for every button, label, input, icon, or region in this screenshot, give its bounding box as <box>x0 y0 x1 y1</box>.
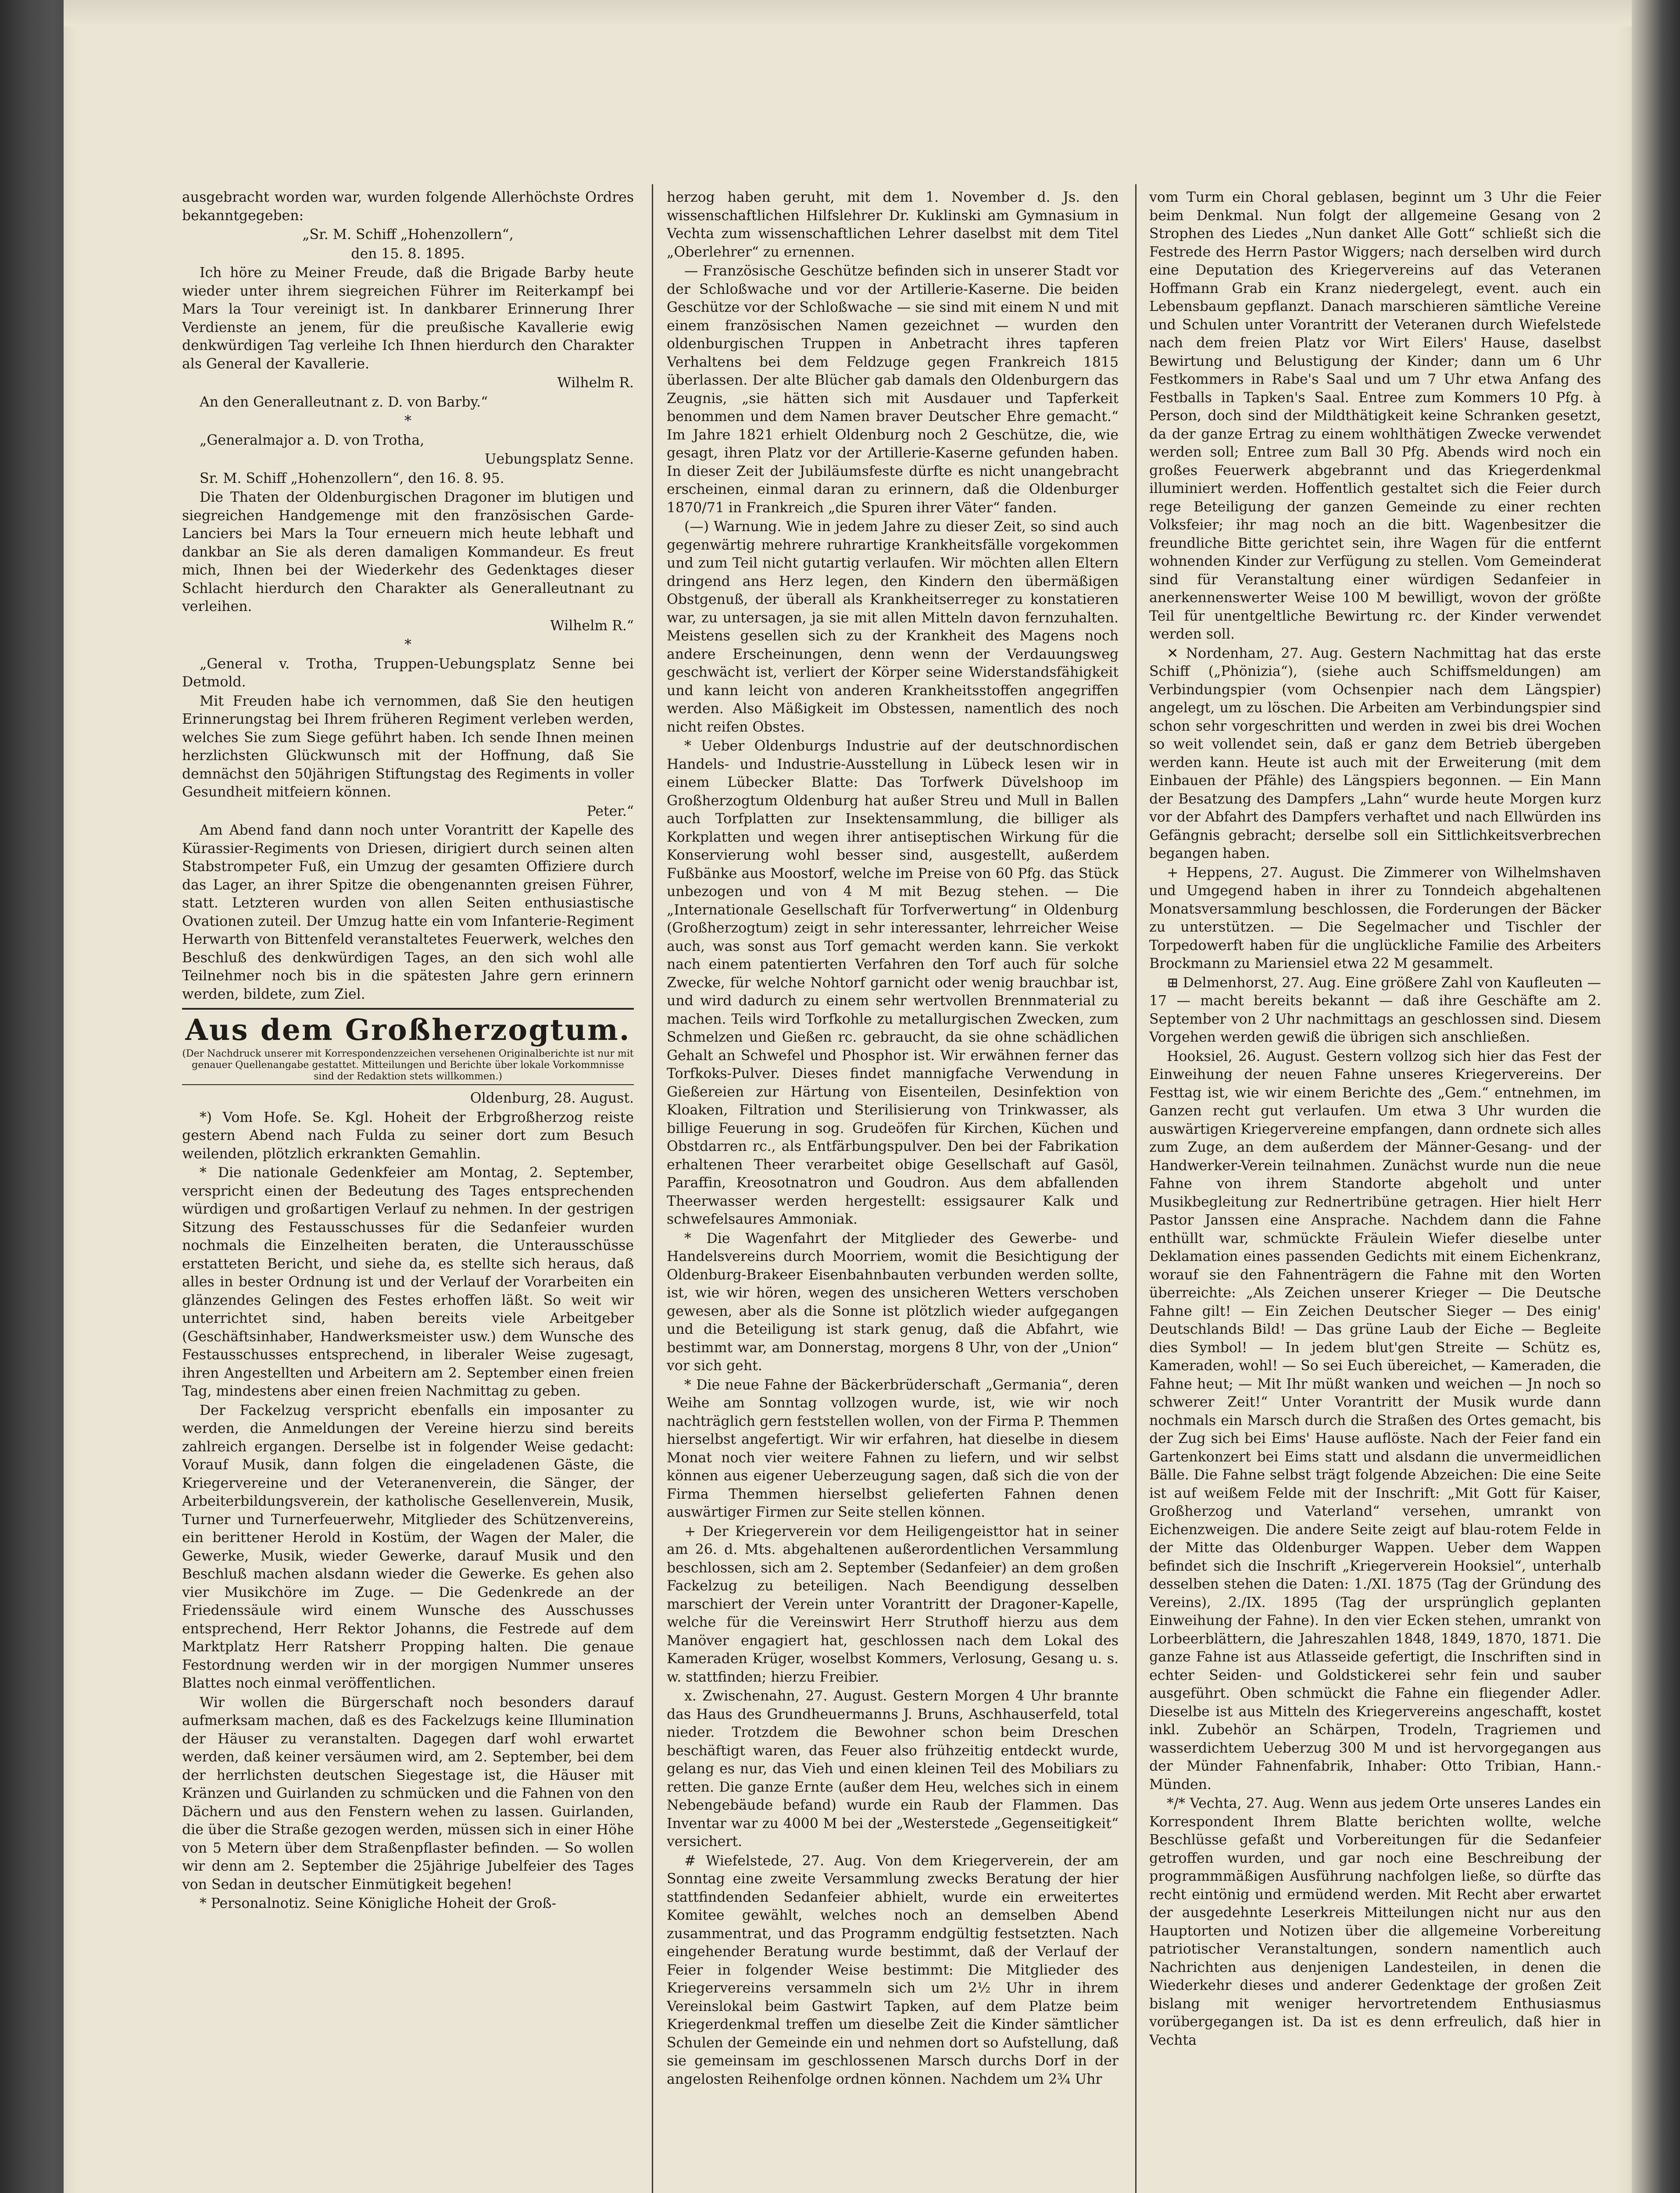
article-paragraph: * Personalnotiz. Seine Königliche Hoheit der Groß- <box>200 1896 557 1911</box>
article-paragraph: Hooksiel, 26. August. Gestern vollzog sich hier das Fest der Einweihung der neuen Fahne unseres Kriegervereins. Der Festtag ist, wie wir einem Berichte des „Gem.“ entnehmen, im Ganzen recht gut verlaufen. Um etwa 3 Uhr wurden die auswärtigen Kriegervereine empfangen, dann ordnete sich alles zum Zuge, an dem außerdem der Männer-Gesang- und der Handwerker-Verein teilnahmen. Zunächst wurde nun die neue Fahne von ihrem Standorte abgeholt und unter Musikbegleitung zur Rednertribüne getragen. Hier hielt Herr Pastor Janssen eine Ansprache. Nachdem dann die Fahne enthüllt war, schmückte Fräulein Wiefer dieselbe unter Deklamation eines passenden Gedichts mit einem Eichenkranz, worauf sie den Fahnenträgern die Fahne mit den Worten überreichte: „Als Zeichen unserer Krieger — Die Deutsche Fahne gilt! — Ein Zeichen Deutscher Sieger — Des einig' Deutschlands Bild! — Das grüne Laub der Eiche — Begleite dies Symbol! — In jedem blut'gen Streite — Schütz es, Kameraden, wohl! — So sei Euch übereichet, — Kameraden, die Fahne heut; — Mit Ihr müßt wanken und weichen — Jn noch so schwerer Zeit!“ Unter Vorantritt der Musik wurde dann nochmals ein Marsch durch die Straßen des Ortes gemacht, bis der Zug sich bei Eims' Hause auflöste. Nach der Feier fand ein Gartenkonzert bei Eims statt und alsdann die unvermeidlichen Bälle. Die Fahne selbst trägt folgende Abzeichen: Die eine Seite ist auf weißem Felde mit der Inschrift: „Mit Gott für Kaiser, Großherzog und Vaterland“ versehen, umrankt von Eichenzweigen. Die andere Seite zeigt auf blau-rotem Felde in der Mitte das Oldenburger Wappen. Ueber dem Wappen befindet sich die Inschrift „Kriegerverein Hooksiel“, unterhalb desselben stehen die Daten: 1./XI. 1875 (Tag der Gründung des Vereins), 2./IX. 1895 (Tag der ursprünglich geplanten Einweihung der Fahne). In den vier Ecken stehen, umrankt von Lorbeerblättern, die Jahreszahlen 1848, 1849, 1870, 1871. Die ganze Fahne ist aus Atlasseide gefertigt, die Inschriften sind in echter Seiden- und Goldstickerei sehr fein und sauber ausgeführt. Oben schmückt die Fahne ein fliegender Adler. Dieselbe ist aus Mitteln des Kriegervereins angeschafft, kostet inkl. Zubehör an Schärpen, Trodeln, Tragriemen und wasserdichtem Ueberzug 300 M und ist hervorgegangen aus der Münder Fahnenfabrik, Inhaber: Otto Tribian, Hann.-Münden. <box>1149 1048 1601 1793</box>
article-paragraph: */* Vechta, 27. Aug. Wenn aus jedem Orte unseres Landes ein Korrespondent Ihrem Blatte berichten wollte, welche Beschlüsse gefaßt und Vorbereitungen für die Sedanfeier getroffen wurden, und gar noch eine Beschreibung der programmmäßigen Ausführung nachfolgen ließe, so dürfte das recht eintönig und ermüdend werden. Mit Recht aber erwartet der ausgedehnte Leserkreis Mitteilungen nicht nur aus den Hauptorten und Notizen über die allgemeine Vorbereitung patriotischer Veranstaltungen, sondern namentlich auch Nachrichten aus denjenigen Landesteilen, in denen die Wiederkehr dieses und anderer Gedenktage der großen Zeit bislang mit weniger hervortretendem Enthusiasmus vorübergegangen ist. Da ist es denn erfreulich, daß hier in Vechta <box>1149 1796 1601 2048</box>
article-paragraph: „Sr. M. Schiff „Hohenzollern“, <box>302 227 514 243</box>
article-paragraph: Ich höre zu Meiner Freude, daß die Brigade Barby heute wieder unter ihrem siegreichen Führer im Reiterkampf bei Mars la Tour vereinigt ist. In dankbarer Erinnerung Ihrer Verdienste an jenem, für die preußische Kavallerie ewig denkwürdigen Tag verleihe Ich Ihnen hierdurch den Charakter als General der Kavallerie. <box>182 265 634 372</box>
page-top-edge <box>64 0 1632 26</box>
department-heading: Aus dem Großherzogtum. <box>185 1013 631 1047</box>
reprint-notice: (Der Nachdruck unserer mit Korrespondenzzeichen versehenen Originalberichte ist nur mit genauer Quellenangabe gestattet. Mitteilungen und Berichte über lokale Vorkommnisse sind der Redaktion stets willkommen.) <box>182 1048 634 1082</box>
article-paragraph: den 15. 8. 1895. <box>351 246 465 262</box>
article-paragraph: *) Vom Hofe. Se. Kgl. Hoheit der Erbgroßherzog reiste gestern Abend nach Fulda zu seiner dort zum Besuch weilenden, plötzlich erkrankten Gemahlin. <box>182 1109 634 1162</box>
article-paragraph: ausgebracht worden war, wurden folgende Allerhöchste Ordres bekanntgegeben: <box>182 189 634 224</box>
section-rule <box>182 1084 634 1085</box>
article-paragraph: Peter.“ <box>586 803 634 819</box>
page-right-edge <box>1632 0 1680 2193</box>
article-paragraph: Wilhelm R.“ <box>550 618 634 634</box>
article-paragraph: — Französische Geschütze befinden sich in unserer Stadt vor der Schloßwache und vor der Artillerie-Kaserne. Die beiden Geschütze vor der Schloßwache — sie sind mit einem N und mit einem französischen Namen gezeichnet — wurden den oldenburgischen Truppen in Anbetracht ihres tapferen Verhaltens bei dem Feldzuge gegen Frankreich 1815 überlassen. Der alte Blücher gab damals den Oldenburgern das Zeugnis, „sie hätten sich mit Ausdauer und Tapferkeit benommen und dem Namen braver Deutscher Ehre gemacht.“ Im Jahre 1821 erhielt Oldenburg noch 2 Geschütze, die, wie gesagt, ihren Platz vor der Artillerie-Kaserne gefunden haben. In dieser Zeit der Jubiläumsfeste dürfte es nicht unangebracht erscheinen, einmal daran zu erinnern, daß die Oldenburger 1870/71 in Frankreich „die Spuren ihrer Väter“ fanden. <box>667 263 1119 516</box>
section-separator: * <box>404 637 411 653</box>
article-paragraph: „General v. Trotha, Truppen-Uebungsplatz Senne bei Detmold. <box>182 656 634 690</box>
article-paragraph: Am Abend fand dann noch unter Vorantritt der Kapelle des Kürassier-Regiments von Driesen, dirigiert durch seinen alten Stabstrompeter Fuß, ein Umzug der gesamten Offiziere durch das Lager, an ihrer Spitze die obengenannten greisen Führer, statt. Letzteren wurden von allen Seiten enthusiastische Ovationen zuteil. Der Umzug hatte ein vom Infanterie-Regiment Herwarth von Bittenfeld veranstaltetes Feuerwerk, welches den Beschluß des denkwürdigen Tages, an den sich wohl alle Teilnehmer noch bis in die spätesten Jahre gern erinnern werden, bildete, zum Ziel. <box>182 822 634 1002</box>
column-1-articles <box>182 189 634 1004</box>
article-paragraph: Die Thaten der Oldenburgischen Dragoner im blutigen und siegreichen Handgemenge mit den französischen Garde-Lanciers bei Mars la Tour erneuern mich heute lebhaft und dankbar an Sie als deren damaligen Kommandeur. Es freut mich, Ihnen bei der Wiederkehr des Gedenktages dieser Schlacht hierdurch den Charakter als Generalleutnant zu verleihen. <box>182 489 634 614</box>
article-paragraph: (—) Warnung. Wie in jedem Jahre zu dieser Zeit, so sind auch gegenwärtig mehrere ruhrartige Krankheitsfälle vorgekommen und zum Teil nicht gutartig verlaufen. Wir möchten allen Eltern dringend ans Herz legen, den Kindern den übermäßigen Obstgenuß, der überall als Krankheitserreger zu konstatieren war, zu untersagen, ja sie mit allen Mitteln davon fernzuhalten. Meistens gesellen sich zu der Krankheit des Magens noch andere Erscheinungen, denn wenn der Verdauungsweg geschwächt ist, verliert der Körper seine Widerstandsfähigkeit und kann leicht von anderen Krankheitsstoffen angegriffen werden. Also Mäßigkeit im Obstessen, namentlich des noch nicht reifen Obstes. <box>667 519 1119 735</box>
text-column-1 <box>182 189 634 2193</box>
article-paragraph: ⊞ Delmenhorst, 27. Aug. Eine größere Zahl von Kaufleuten — 17 — macht bereits bekannt — daß ihre Geschäfte am 2. September von 2 Uhr nachmittags an geschlossen sind. Diesem Vorgehen werden gewiß die übrigen sich anschließen. <box>1149 975 1601 1045</box>
article-paragraph: „Generalmajor a. D. von Trotha, <box>200 432 425 448</box>
article-paragraph: * Die Wagenfahrt der Mitglieder des Gewerbe- und Handelsvereins durch Moorriem, womit die Besichtigung der Oldenburg-Brakeer Eisenbahnbauten verbunden werden sollte, ist, wie wir hören, wegen des unsicheren Wetters verschoben gewesen, aber als die Sonne ist plötzlich wieder aufgegangen und die Beteiligung ist stark genug, daß die Abfahrt, wie bestimmt war, am Donnerstag, morgens 8 Uhr, von der „Union“ vor sich geht. <box>667 1230 1119 1374</box>
article-paragraph: + Der Kriegerverein vor dem Heiligengeisttor hat in seiner am 26. d. Mts. abgehaltenen außerordentlichen Versammlung beschlossen, sich am 2. September (Sedanfeier) an dem großen Fackelzug zu beteiligen. Nach Beendigung desselben marschiert der Verein unter Vorantritt der Dragoner-Kapelle, welche für die Vereinswirt Herr Struthoff hierzu aus dem Manöver engagiert hat, geschlossen nach dem Lokal des Kameraden Krüger, woselbst Kommers, Verlosung, Gesang u. s. w. stattfinden; hierzu Freibier. <box>667 1523 1119 1685</box>
article-paragraph: # Wiefelstede, 27. Aug. Von dem Kriegerverein, der am Sonntag eine zweite Versammlung zwecks Beratung der hier stattfindenden Sedanfeier abhielt, wurde ein erweitertes Komitee gewählt, welches noch an demselben Abend zusammentrat, und das Programm endgültig festsetzten. Nach eingehender Beratung wurde bestimmt, daß der Verlauf der Feier in folgender Weise bestimmt: Die Mitglieder des Kriegervereins versammeln sich um 2½ Uhr in ihrem Vereinslokal beim Gastwirt Tapken, auf dem Platze beim Kriegerdenkmal treffen um dieselbe Zeit die Kinder sämtlicher Schulen der Gemeinde ein und nehmen dort so Aufstellung, daß sie gemeinsam im geschlossenen Marsch durchs Dorf in der angelosten Reihenfolge ordnen können. Nachdem um 2¾ Uhr <box>667 1853 1119 2087</box>
column-2-articles <box>667 189 1119 2089</box>
article-paragraph: Der Fackelzug verspricht ebenfalls ein imposanter zu werden, die Anmeldungen der Vereine hierzu sind bereits zahlreich ergangen. Derselbe ist in folgender Weise gedacht: Vorauf Musik, dann folgen die eingeladenen Gäste, die Kriegervereine und der Veteranenverein, die Sänger, der Arbeiterbildungsverein, der katholische Gesellenverein, Musik, Turner und Turnerfeuerwehr, Mitglieder des Schützenvereins, ein berittener Herold in Kostüm, der Wagen der Maler, die Gewerke, Musik, wieder Gewerke, darauf Musik und den Beschluß machen alsdann wieder die Gewerke. Es gehen also vier Musikchöre im Zuge. — Die Gedenkrede an der Friedenssäule wird einem Wunsche des Ausschusses entsprechend, Herr Rektor Johanns, die Festrede auf dem Marktplatz Herr Ratsherr Propping halten. Die genaue Festordnung werden wir in der morgigen Nummer unseres Blattes noch einmal veröffentlichen. <box>182 1402 634 1691</box>
article-paragraph: * Ueber Oldenburgs Industrie auf der deutschnordischen Handels- und Industrie-Ausstellung in Lübeck lesen wir in einem Lübecker Blatte: Das Torfwerk Düvelshoop im Großherzogtum Oldenburg hat außer Streu und Mull in Ballen auch Torfplatten zur Insektensammlung, die billiger als Korkplatten und wegen ihrer antiseptischen Wirkung für die Konservierung wohl besser sind, ausgestellt, außerdem Fußbänke aus Moostorf, welche im Preise von 60 Pfg. das Stück unbezogen und von 4 M mit Bezug stehen. — Die „Internationale Gesellschaft für Torfverwertung“ in Oldenburg (Großherzogtum) zeigt in sehr interessanter, lehrreicher Weise auch, was sonst aus Torf gemacht werden kann. Sie verkokt nach einem patentierten Verfahren den Torf auch für solche Zwecke, für welche Nohtorf garnicht oder wenig brauchbar ist, und wird dadurch zu einem sehr wertvollen Brennmaterial zu machen. Teils wird Torfkohle zu metallurgischen Zwecken, zum Schmelzen und Gießen rc. gebraucht, da sie ohne schädlichen Gehalt an Schwefel und Phosphor ist. Wir erwähnen ferner das Torfkoks-Pulver. Dieses findet mannigfache Verwendung in Gießereien zur Härtung von Eisenteilen, Desinfektion von Kloaken, Filtration und Sterilisierung von Trinkwasser, als billige Feuerung in sog. Grudeöfen für Kirchen, Küchen und Obstdarren rc., als Entfärbungspulver. Den bei der Fabrikation erhaltenen Theer verarbeitet obige Gesellschaft auf Gasöl, Paraffin, Kreosotnatron und Goudron. Aus dem abfallenden Theerwasser werden hergestellt: essigsaurer Kalk und schwefelsaures Ammoniak. <box>667 738 1119 1227</box>
article-paragraph: Wir wollen die Bürgerschaft noch besonders darauf aufmerksam machen, daß es des Fackelzugs keine Illumination der Häuser zu veranstalten. Dagegen darf wohl erwartet werden, daß keiner versäumen wird, am 2. September, bei dem der herrlichsten deutschen Siegestage ist, die Häuser mit Kränzen und Guirlanden zu schmücken und die Fahnen von den Dächern und aus den Fenstern wehen zu lassen. Guirlanden, die über die Straße gezogen werden, müssen sich in einer Höhe von 5 Metern über dem Straßenpflaster befinden. — So wollen wir denn am 2. September die 25jährige Jubelfeier des Tages von Sedan in deutscher Einmütigkeit begehen! <box>182 1694 634 1893</box>
article-paragraph: Uebungsplatz Senne. <box>485 451 634 467</box>
article-paragraph: * Die neue Fahne der Bäckerbrüderschaft „Germania“, deren Weihe am Sonntag vollzogen wurde, ist, wie wir noch nachträglich gern feststellen wollen, von der Firma P. Themmen hierselbst angefertigt. Wir wir erfahren, hat dieselbe in diesem Monat noch vier weitere Fahnen zu liefern, und wir selbst können aus eigener Ueberzeugung sagen, daß sich die von der Firma Themmen hierselbst gelieferten Fahnen denen auswärtiger Firmen zur Seite stellen können. <box>667 1377 1119 1520</box>
article-paragraph: herzog haben geruht, mit dem 1. November d. Js. den wissenschaftlichen Hilfslehrer Dr. Kuklinski am Gymnasium in Vechta zum wissenschaftlichen Lehrer daselbst mit dem Titel „Oberlehrer“ zu ernennen. <box>667 189 1119 260</box>
article-paragraph: ✕ Nordenham, 27. Aug. Gestern Nachmittag hat das erste Schiff („Phönizia“), (siehe auch Schiffsmeldungen) am Verbindungspier (vom Ochsenpier nach dem Längspier) angelegt, um zu löschen. Die Arbeiten am Verbindungspier sind schon sehr vorgeschritten und werden in zwei bis drei Wochen so weit vollendet sein, daß er ganz dem Betrieb übergeben werden kann. Heute ist auch mit der Erweiterung (mit dem Einbauen der Pfähle) des Längspiers begonnen. — Ein Mann der Besatzung des Dampfers „Lahn“ wurde heute Morgen kurz vor der Abfahrt des Dampfers verhaftet und nach Ellwürden ins Gefängnis gebracht; derselbe soll ein Sittlichkeitsverbrechen begangen haben. <box>1149 645 1601 861</box>
column-rule <box>652 184 653 2193</box>
column-3-articles <box>1149 189 1601 2050</box>
dateline: Oldenburg, 28. August. <box>470 1090 634 1106</box>
article-paragraph: Sr. M. Schiff „Hohenzollern“, den 16. 8. 95. <box>200 470 504 486</box>
text-column-2 <box>667 189 1119 2193</box>
article-paragraph: An den Generalleutnant z. D. von Barby.“ <box>200 394 488 410</box>
section-rule <box>182 1008 634 1010</box>
article-paragraph: * Die nationale Gedenkfeier am Montag, 2. September, verspricht einen der Bedeutung des Tages entsprechenden würdigen und großartigen Verlauf zu nehmen. In der gestrigen Sitzung des Festausschusses für die Sedanfeier wurden nochmals die Einzelheiten beraten, die Unterausschüsse erstatteten Bericht, und siehe da, es stellte sich heraus, daß alles in bester Ordnung ist und der Verlauf der Vorarbeiten ein glänzendes Gelingen des Festes erhoffen läßt. So weit wir unterrichtet sind, haben bereits viele Arbeitgeber (Geschäftsinhaber, Handwerksmeister usw.) dem Wunsche des Festausschusses entsprechend, in liberaler Weise zugesagt, ihren Angestellten und Arbeitern am 2. September einen freien Tag, mindestens aber einen freien Nachmittag zu geben. <box>182 1165 634 1399</box>
article-paragraph: Wilhelm R. <box>557 375 634 391</box>
article-paragraph: vom Turm ein Choral geblasen, beginnt um 3 Uhr die Feier beim Denkmal. Nun folgt der allgemeine Gesang von 2 Strophen des Liedes „Nun danket Alle Gott“ schließt sich die Festrede des Herrn Pastor Wiggers; nach derselben wird durch eine Deputation des Kriegervereins auf das Veteranen Hoffmann Grab ein Kranz niedergelegt, event. auch ein Lebensbaum gepflanzt. Danach marschieren sämtliche Vereine und Schulen unter Vorantritt der Veteranen durch Wiefelstede nach dem freien Platz vor Wirt Eilers' Hause, daselbst Bewirtung und Belustigung der Kinder; dann um 6 Uhr Festkommers in Rabe's Saal und um 7 Uhr etwa Anfang des Festballs in Tapken's Saal. Entree zum Kommers 10 Pfg. à Person, doch sind der Mildthätigkeit keine Schranken gesetzt, da der ganze Ertrag zu einem wohlthätigen Zwecke verwendet werden soll; Entree zum Ball 30 Pfg. Abends wird noch ein großes Feuerwerk abgebrannt und das Kriegerdenkmal illuminiert werden. Hoffentlich gestaltet sich die Feier durch rege Beteiligung der ganzen Gemeinde zu einer rechten Volksfeier; ihr mag noch an die bitt. Wagenbesitzer die freundliche Bitte gerichtet sein, ihre Wagen für die entfernt wohnenden Kinder zur Verfügung zu stellen. Vom Gemeinderat sind für Veranstaltung einer würdigen Sedanfeier in anerkennenswerter Weise 100 M bewilligt, wovon der größte Teil für unentgeltliche Bewirtung rc. der Kinder verwendet werden soll. <box>1149 189 1601 642</box>
column-1-local-news <box>182 1109 634 1913</box>
article-paragraph: x. Zwischenahn, 27. August. Gestern Morgen 4 Uhr brannte das Haus des Grundheuermanns J. Bruns, Aschhauserfeld, total nieder. Trotzdem die Bewohner schon beim Dreschen beschäftigt waren, das Feuer also frühzeitig entdeckt wurde, gelang es nur, das Vieh und einen kleinen Teil des Mobiliars zu retten. Die ganze Ernte (außer dem Heu, welches sich in einem Nebengebäude befand) wurde ein Raub der Flammen. Das Inventar war zu 4000 M bei der „Westerstede „Gegenseitigkeit“ versichert. <box>667 1688 1119 1850</box>
article-paragraph: Mit Freuden habe ich vernommen, daß Sie den heutigen Erinnerungstag bei Ihrem früheren Regiment verleben werden, welches Sie zum Siege geführt haben. Ich sende Ihnen meinen herzlichsten Glückwunsch mit der Hoffnung, daß Sie demnächst den 50jährigen Stiftungstag des Regiments in voller Gesundheit mitfeiern können. <box>182 693 634 800</box>
section-separator: * <box>404 413 411 429</box>
article-paragraph: + Heppens, 27. August. Die Zimmerer von Wilhelmshaven und Umgegend haben in ihrer zu Tonndeich abgehaltenen Monatsversammlung beschlossen, die Forderungen der Bäcker zu unterstützen. — Die Segelmacher und Tischler der Torpedowerft haben für die unglückliche Familie des Arbeiters Brockmann zu Mariensiel etwa 22 M gesammelt. <box>1149 864 1601 971</box>
text-column-3 <box>1149 189 1601 2193</box>
column-rule <box>1135 184 1137 2193</box>
